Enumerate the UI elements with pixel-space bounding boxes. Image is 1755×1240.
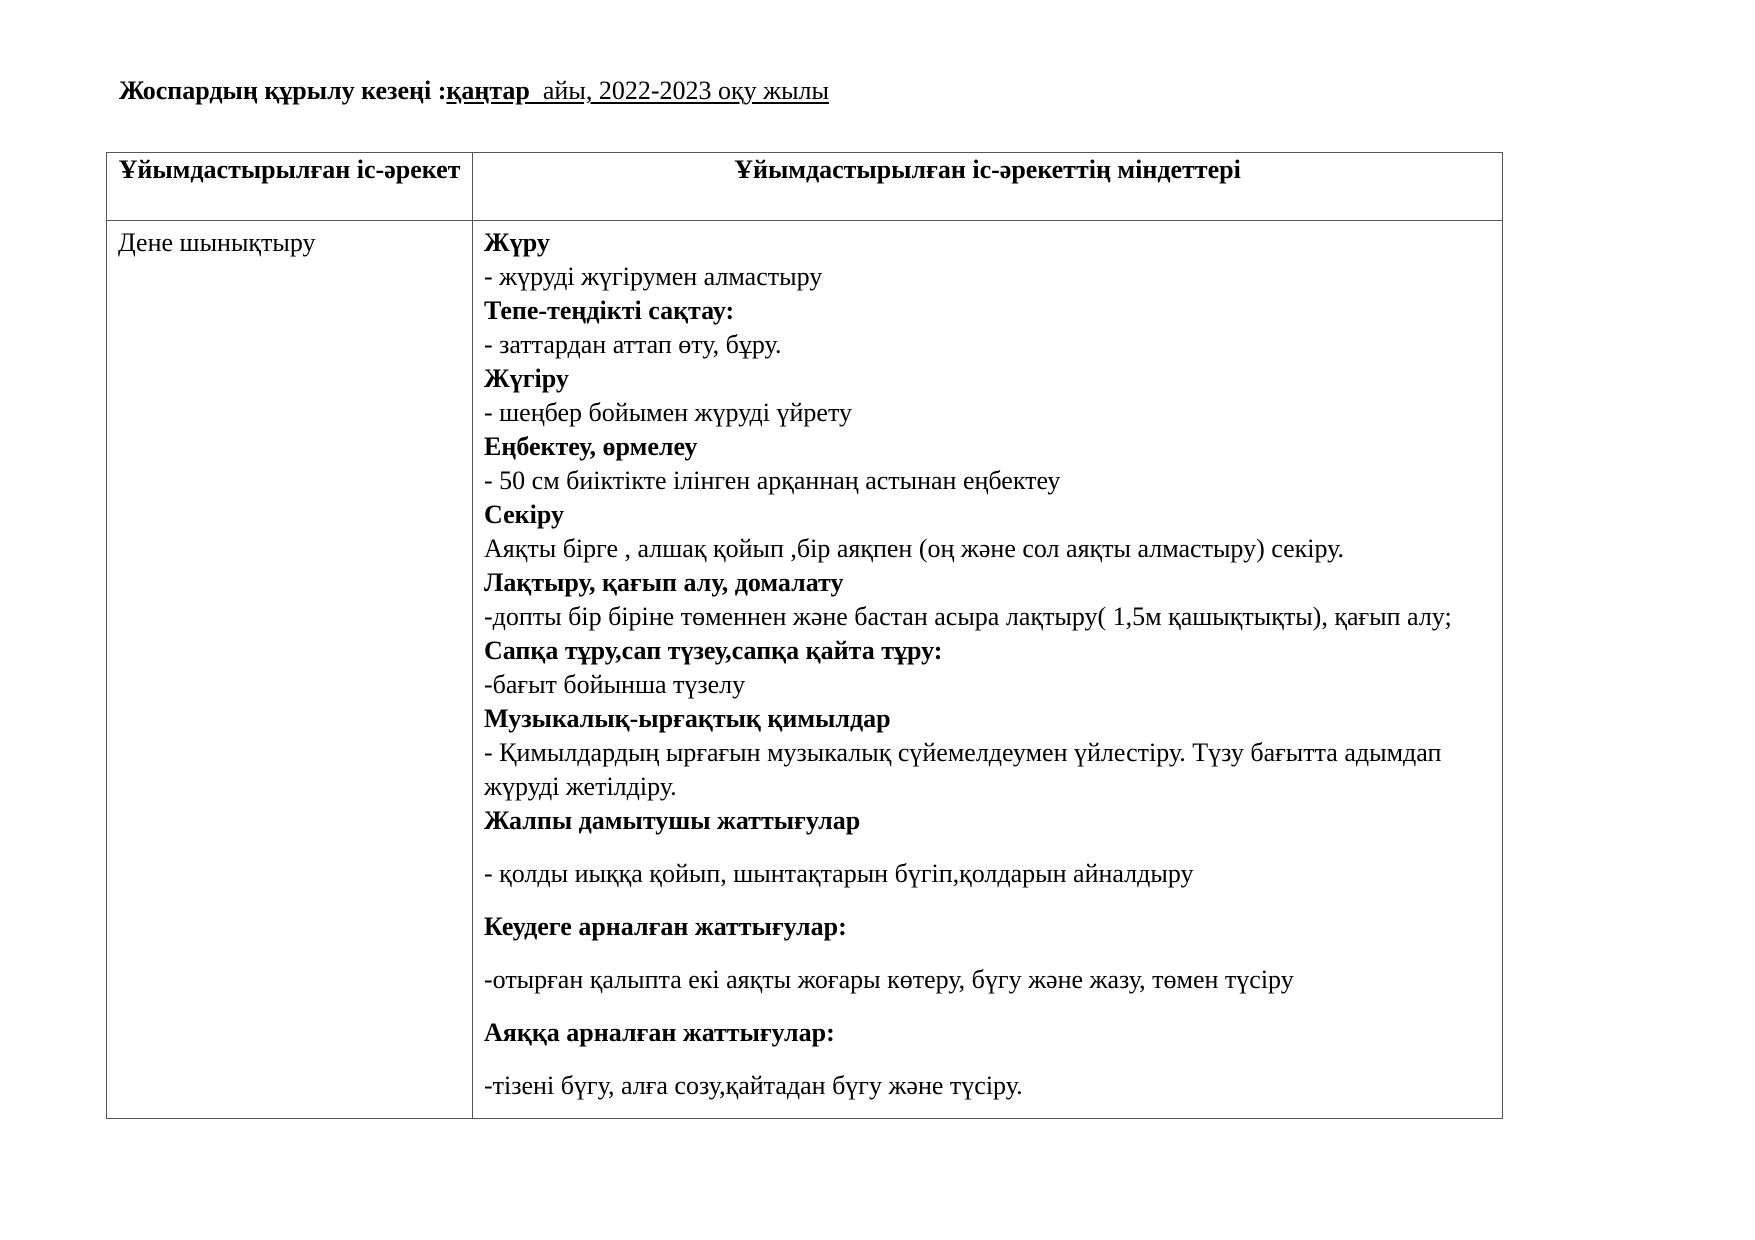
task-heading: Еңбектеу, өрмелеу <box>484 432 698 461</box>
task-heading: Жалпы дамытушы жаттығулар <box>484 806 861 835</box>
task-heading: Сапқа тұру,сап түзеу,сапқа қайта тұру: <box>484 636 943 665</box>
task-text: - шеңбер бойымен жүруді үйрету <box>484 398 852 427</box>
task-text: -бағыт бойынша түзелу <box>484 670 746 699</box>
column-header-tasks: Ұйымдастырылған іс-әрекеттің міндеттері <box>473 153 1503 221</box>
plan-period-month: қаңтар <box>446 76 530 105</box>
table-header-row <box>107 153 1503 221</box>
task-text: - Қимылдардың ырғағын музыкалық сүйемелдеумен үйлестіру. Түзу бағытта адымдап жүруді жетілдіру. <box>484 738 1442 801</box>
task-heading: Жүру <box>484 228 550 257</box>
task-text: -тізені бүгу, алға созу,қайтадан бүгу және түсіру. <box>484 1071 1023 1100</box>
plan-period-heading <box>119 74 829 108</box>
task-text: -допты бір біріне төменнен және бастан асыра лақтыру( 1,5м қашықтықты), қағып алу; <box>484 602 1452 631</box>
task-heading: Музыкалық-ырғақтық қимылдар <box>484 704 891 733</box>
table-row <box>107 221 1503 1119</box>
task-heading: Секіру <box>484 500 564 529</box>
task-text: -отырған қалыпта екі аяқты жоғары көтеру, бүгу және жазу, төмен түсіру <box>484 965 1294 994</box>
activity-name-cell: Дене шынықтыру <box>107 221 473 1119</box>
plan-period-label: Жоспардың құрылу кезеңі : <box>119 76 447 105</box>
task-text: Аяқты бірге , алшақ қойып ,бір аяқпен (оң және сол аяқты алмастыру) секіру. <box>484 534 1345 563</box>
task-text: - жүруді жүгірумен алмастыру <box>484 262 823 291</box>
task-heading: Тепе-теңдікті сақтау: <box>484 296 735 325</box>
activity-plan-table <box>106 152 1503 1119</box>
task-text: - заттардан аттап өту, бұру. <box>484 330 782 359</box>
task-text: - қолды иыққа қойып, шынтақтарын бүгіп,қолдарын айналдыру <box>484 859 1194 888</box>
task-heading: Лақтыру, қағып алу, домалату <box>484 568 844 597</box>
task-heading: Жүгіру <box>484 364 569 393</box>
plan-period-value <box>446 76 829 105</box>
task-heading: Аяққа арналған жаттығулар: <box>484 1018 835 1047</box>
task-text: - 50 см биіктікте ілінген арқаннаң астынан еңбектеу <box>484 466 1061 495</box>
task-heading: Кеудеге арналған жаттығулар: <box>484 912 847 941</box>
tasks-cell <box>473 221 1503 1119</box>
column-header-activity: Ұйымдастырылған іс-әрекет <box>107 153 473 221</box>
plan-period-year: айы, 2022-2023 оқу жылы <box>529 76 829 105</box>
